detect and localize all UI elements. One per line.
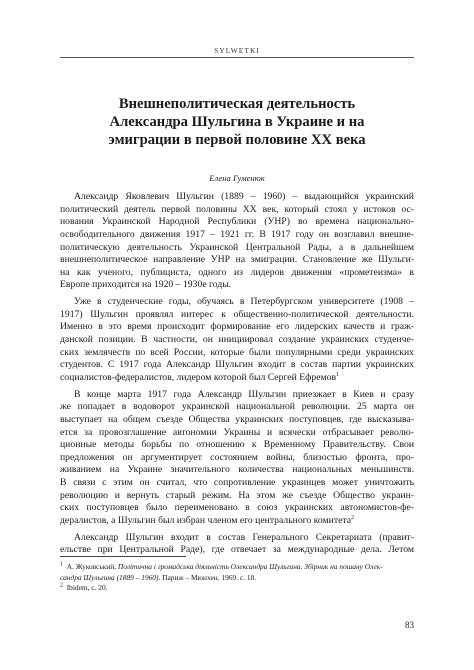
footnote-prefix: А. Жуковський, [66,562,118,571]
body-line-text: дералистов, а Шульгин был избран членом его центрального комитета [60,515,352,527]
title-line: эмиграции в первой половине XX века [108,132,366,148]
article-title [60,95,414,149]
body-line: на как ученого, публициста, одного из лидеров движения «прометеизма» в [60,266,414,278]
body-line: ских землячеств по всей России, которые были популярными среди украинских [60,346,414,358]
author-name: Елена Гуменюк [209,173,265,183]
body-line: предложения он аргументирует состоянием войны, близостью фронта, про- [60,451,414,463]
body-line: В конце марта 1917 года Александр Шульгин приезжает в Киев и сразу [74,388,414,400]
body-line: Европе приходится на 1920 – 1930е годы. [60,279,232,291]
body-line: Уже в студенческие годы, обучаясь в Петербургском университете (1908 – [74,296,414,308]
page-number: 83 [405,620,414,630]
body-line: нования Украинской Народной Республики (УНР) во времена национально- [60,216,414,228]
header-rule [60,57,414,58]
body-line-text: социалистов-федералистов, лидером которой был Сергей Ефремов [60,371,337,383]
running-header: SYLWETKI [214,46,260,55]
body-line: 1917) Шульгин проявлял интерес к общественно-политической деятельности. [60,308,414,320]
footnote-mark: 1 [60,561,63,568]
body-line [60,515,414,528]
body-line: внешнеполитическое направление УНР на эмиграции. Становление же Шульги- [60,254,414,266]
footnote-text: Ibidem, c. 20. [66,583,108,593]
footnote-source-title: сандра Шульгина (1889 – 1960). [60,572,161,582]
footnote-source-title: Політична і громадська діяльність Олександра Шульгина. Збірник на пошану Олек- [117,562,383,571]
body-line: выступает на общем съезде Общества украинских поступовцев, где высказыва- [60,413,414,425]
footnote-mark: 2 [60,582,63,589]
body-line: политическую деятельность Украинской Центральной Рады, а в дальнейшем [60,241,414,253]
footnote-ref: 2 [351,515,355,521]
body-line: В связи с этим он считал, что сопротивление украинцев может уничтожить [60,477,414,489]
body-line: Александр Шульгин входит в состав Генерального Секретариата (правит- [74,531,414,543]
body-line: ских поступовцев было переименовано в союз украинских автономистов-фе- [60,502,414,514]
footnote-1 [60,562,414,573]
body-line: политический деятель первой половины XX век, который стоял у истоков ос- [60,203,414,215]
title-line: Александра Шульгина в Украине и на [109,114,365,130]
body-line: ельстве при Центральной Раде), где отвечает за международные дела. Летом [60,544,414,556]
body-line: студентов. С 1917 года Александр Шульгин входит в состав партии украинских [60,359,414,371]
body-line: ционные методы борьбы по отношению к Временному Правительству. Свои [60,439,414,451]
body-line: революцию и вернуть старый режим. На этом же съезде Общество украин- [60,489,414,501]
footnotes [60,562,414,594]
article-body [60,191,414,557]
footnote-1-cont [60,573,414,584]
body-line: живанием на Украине значительного количества национальных меньшинств. [60,464,414,476]
body-line: освободительного движения 1917 – 1921 гг. В 1917 году он возглавил внешне- [60,228,414,240]
body-line: Именно в это время происходит формирование его лидерских качеств и граж- [60,321,414,333]
body-line: же попадает в водоворот украинской национальной революции. 25 марта он [60,401,414,413]
footnote-ref: 1 [336,371,340,378]
footnote-2 [60,583,414,594]
title-line: Внешнеполитическая деятельность [118,96,356,112]
footnote-rule [60,556,186,557]
body-line: Александр Яковлевич Шульгин (1889 – 1960) – выдающийся украинский [74,191,414,202]
body-line [60,372,414,385]
body-line: ется за провозглашение автономии Украины и всячески отбрасывает револю- [60,426,414,438]
footnote-suffix: Париж – Мюнхен. 1969. с. 18. [160,572,257,582]
body-line: данской позиции. В частности, он инициировал создание украинских студенче- [60,334,414,346]
